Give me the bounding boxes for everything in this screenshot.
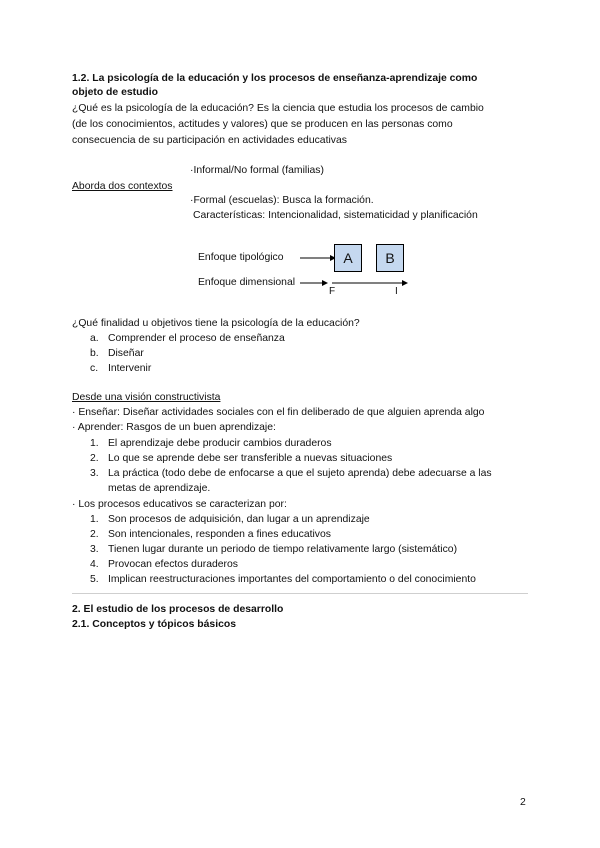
section-title: 1.2. La psicología de la educación y los procesos de enseñanza-aprendizaje como <box>72 73 478 84</box>
section-2-title: 2. El estudio de los procesos de desarrollo <box>72 604 284 615</box>
learn-definition: · Aprender: Rasgos de un buen aprendizaje: <box>72 422 276 433</box>
list-item-cont: metas de aprendizaje. <box>108 483 211 494</box>
list-item: Son intencionales, responden a fines educativos <box>108 529 331 540</box>
list-marker: c. <box>90 363 99 374</box>
context-informal: ·Informal/No formal (familias) <box>190 165 324 176</box>
list-marker: 3. <box>90 544 99 555</box>
context-characteristics: Características: Intencionalidad, sistematicidad y planificación <box>193 210 478 221</box>
list-item: El aprendizaje debe producir cambios duraderos <box>108 438 332 449</box>
objectives-question: ¿Qué finalidad u objetivos tiene la psicología de la educación? <box>72 318 360 329</box>
list-item: Comprender el proceso de enseñanza <box>108 333 285 344</box>
list-marker: a. <box>90 333 99 344</box>
list-marker: 2. <box>90 453 99 464</box>
section-divider <box>72 593 528 594</box>
list-marker: b. <box>90 348 99 359</box>
dimension-end-i: I <box>395 286 398 297</box>
list-marker: 3. <box>90 468 99 479</box>
box-b: B <box>376 244 404 272</box>
definition-line-3: consecuencia de su participación en actividades educativas <box>72 135 347 146</box>
list-marker: 2. <box>90 529 99 540</box>
list-item: La práctica (todo debe de enfocarse a que el sujeto aprenda) debe adecuarse a las <box>108 468 492 479</box>
section-title-cont: objeto de estudio <box>72 87 159 98</box>
definition-line-2: (de los conocimientos, actitudes y valores) que se producen en las personas como <box>72 119 453 130</box>
list-marker: 4. <box>90 559 99 570</box>
typological-label: Enfoque tipológico <box>198 252 284 263</box>
list-item: Lo que se aprende debe ser transferible a nuevas situaciones <box>108 453 393 464</box>
context-formal: ·Formal (escuelas): Busca la formación. <box>190 195 374 206</box>
page-number: 2 <box>520 797 526 808</box>
constructivist-heading: Desde una visión constructivista <box>72 392 221 403</box>
dimension-end-f: F <box>329 286 336 297</box>
list-item: Provocan efectos duraderos <box>108 559 238 570</box>
list-item: Intervenir <box>108 363 152 374</box>
list-item: Son procesos de adquisición, dan lugar a un aprendizaje <box>108 514 370 525</box>
list-item: Diseñar <box>108 348 144 359</box>
list-marker: 1. <box>90 514 99 525</box>
list-marker: 1. <box>90 438 99 449</box>
section-2-subtitle: 2.1. Conceptos y tópicos básicos <box>72 619 236 630</box>
teach-definition: · Enseñar: Diseñar actividades sociales con el fin deliberado de que alguien aprenda algo <box>72 407 485 418</box>
contexts-label: Aborda dos contextos <box>72 181 173 192</box>
processes-intro: · Los procesos educativos se caracterizan por: <box>72 499 287 510</box>
box-a: A <box>334 244 362 272</box>
dimensional-label: Enfoque dimensional <box>198 277 296 288</box>
dimensional-arrow <box>300 278 410 290</box>
list-marker: 5. <box>90 574 99 585</box>
list-item: Implican reestructuraciones importantes del comportamiento o del conocimiento <box>108 574 476 585</box>
list-item: Tienen lugar durante un periodo de tiempo relativamente largo (sistemático) <box>108 544 458 555</box>
definition-line-1: ¿Qué es la psicología de la educación? Es la ciencia que estudia los procesos de cambio <box>72 103 484 114</box>
